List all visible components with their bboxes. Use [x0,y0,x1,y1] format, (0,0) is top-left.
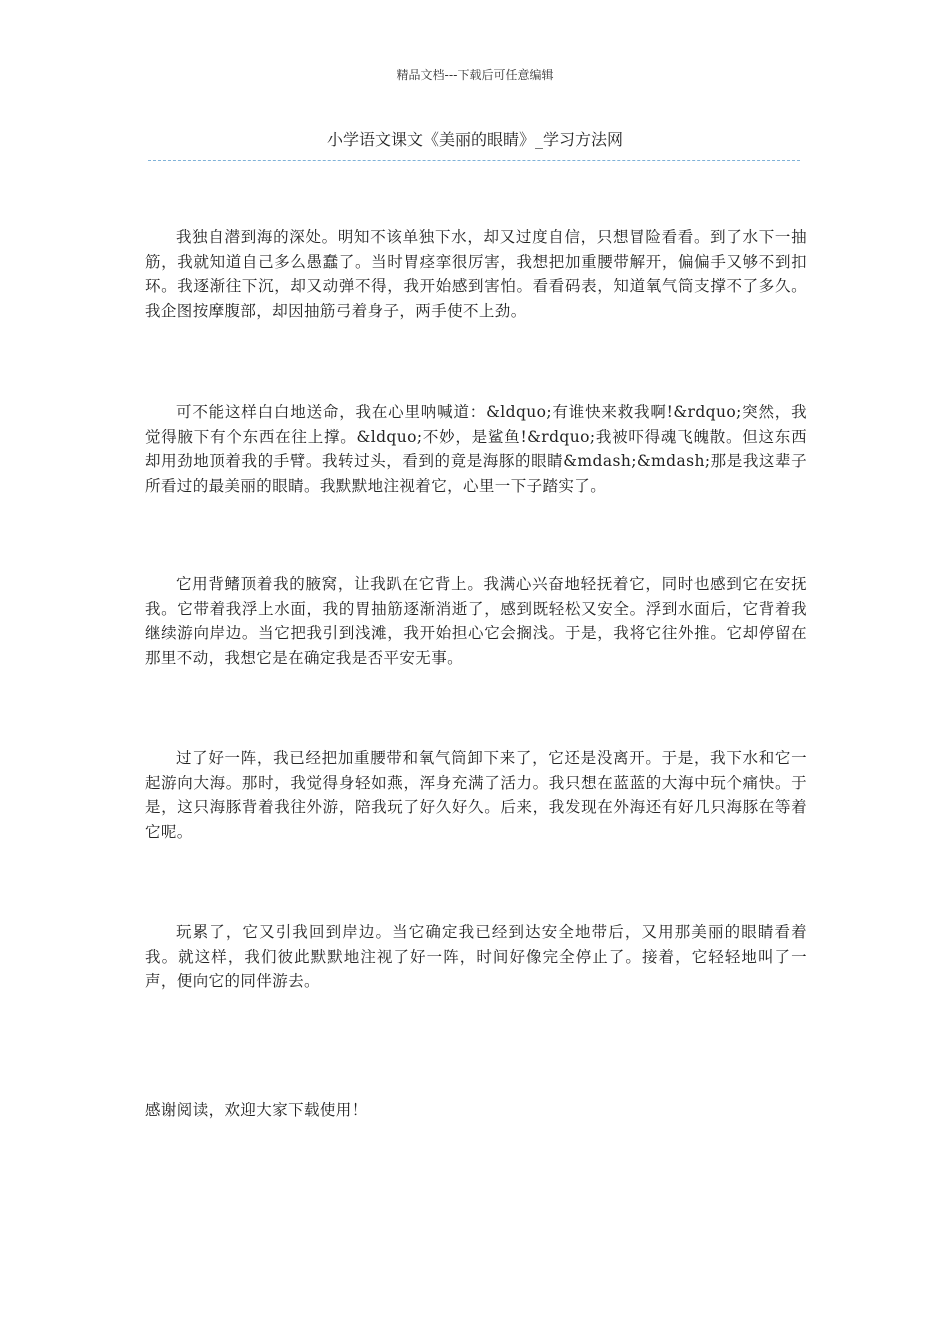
paragraph-3: 它用背鳍顶着我的腋窝，让我趴在它背上。我满心兴奋地轻抚着它，同时也感到它在安抚我。它带着我浮上水面，我的胃抽筋逐渐消逝了，感到既轻松又安全。浮到水面后，它背着我继续游向岸边。当它把我引到浅滩，我开始担心它会搁浅。于是，我将它往外推。它却停留在那里不动，我想它是在确定我是否平安无事。 [145,575,807,667]
paragraph-5: 玩累了，它又引我回到岸边。当它确定我已经到达安全地带后，又用那美丽的眼睛看着我。就这样，我们彼此默默地注视了好一阵，时间好像完全停止了。接着，它轻轻地叫了一声，便向它的同伴游去。 [145,923,807,991]
paragraph-4: 过了好一阵，我已经把加重腰带和氧气筒卸下来了，它还是没离开。于是，我下水和它一起游向大海。那时，我觉得身轻如燕，浑身充满了活力。我只想在蓝蓝的大海中玩个痛快。于是，这只海豚背着我往外游，陪我玩了好久好久。后来，我发现在外海还有好几只海豚在等着它呢。 [145,749,807,841]
footer-thanks-note: 感谢阅读，欢迎大家下载使用！ [145,1101,368,1119]
paragraph-1: 我独自潜到海的深处。明知不该单独下水，却又过度自信，只想冒险看看。到了水下一抽筋，我就知道自己多么愚蠢了。当时胃痉挛很厉害，我想把加重腰带解开，偏偏手又够不到扣环。我逐渐往下沉，却又动弹不得，我开始感到害怕。看看码表，知道氧气筒支撑不了多久。我企图按摩腹部，却因抽筋弓着身子，两手使不上劲。 [145,228,807,320]
page-header-note: 精品文档---下载后可任意编辑 [396,68,554,82]
paragraph-2: 可不能这样白白地送命，我在心里呐喊道：&ldquo;有谁快来救我啊!&rdquo;突然，我觉得腋下有个东西在往上撑。&ldquo;不妙，是鲨鱼!&rdquo;我被吓得魂飞魄散。但这东西却用劲地顶着我的手臂。我转过头，看到的竟是海豚的眼睛&mdash;&mdash;那是我这辈子所看过的最美丽的眼睛。我默默地注视着它，心里一下子踏实了。 [145,403,807,495]
title-dashed-divider [148,160,800,161]
document-title: 小学语文课文《美丽的眼睛》_学习方法网 [326,130,623,149]
